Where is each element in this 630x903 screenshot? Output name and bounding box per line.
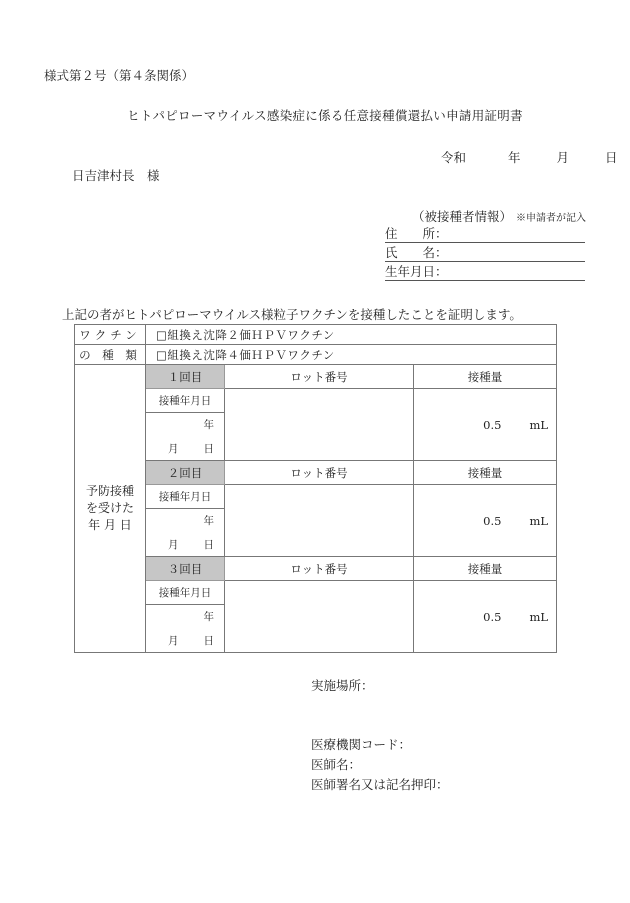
name-field[interactable] (385, 245, 585, 262)
dose-2-amount-value: 0.5 (483, 513, 502, 528)
recipient-info-heading (412, 207, 586, 225)
certification-statement: 上記の者がヒトパピローマウイルス様粒子ワクチンを接種したことを証明します。 (62, 307, 522, 322)
date-day: 日 (604, 150, 618, 165)
issue-date (441, 148, 617, 166)
dose-1-date-field[interactable] (146, 413, 225, 461)
dose-3-lot-field[interactable] (225, 581, 414, 653)
dose-2-date-label-row (75, 485, 557, 509)
side-label-line-2: を受けた (85, 501, 134, 515)
dose-2-date-field[interactable] (146, 509, 225, 557)
vaccination-table (74, 324, 557, 653)
vaccination-date-side-label (75, 365, 146, 653)
dose-2-month: 月 (168, 539, 179, 551)
dose-3-amount-header: 接種量 (414, 557, 557, 581)
dose-1-day: 日 (203, 443, 214, 455)
dose-1-amount (414, 389, 557, 461)
birthdate-label: 生年月日： (385, 264, 448, 279)
recipient-info-note: ※申請者が記入 (516, 213, 587, 224)
dose-2-header-row (75, 461, 557, 485)
institution-code-label: 医療機関コード： (311, 737, 412, 752)
recipient-info-title: （被接種者情報） (412, 209, 513, 224)
address-field[interactable] (385, 226, 585, 243)
vaccine-type-row-2 (75, 345, 557, 365)
dose-3-year: 年 (203, 611, 214, 623)
dose-2-amount-unit: mL (529, 513, 548, 528)
dose-1-year: 年 (203, 419, 214, 431)
dose-2-lot-header: ロット番号 (225, 461, 414, 485)
dose-1-amount-value: 0.5 (483, 417, 502, 432)
vaccine-option-bivalent[interactable]: □組換え沈降２価ＨＰＶワクチン (146, 325, 557, 345)
dose-3-amount-unit: mL (529, 609, 548, 624)
dose-3-date-label-row (75, 581, 557, 605)
dose-1-lot-field[interactable] (225, 389, 414, 461)
dose-3-day: 日 (203, 635, 214, 647)
addressee: 日吉津村長 様 (72, 168, 160, 183)
dose-1-amount-unit: mL (529, 417, 548, 432)
dose-3-lot-header: ロット番号 (225, 557, 414, 581)
date-era: 令和 (441, 150, 467, 165)
vaccine-type-row-1 (75, 325, 557, 345)
dose-2-label: ２回目 (146, 461, 225, 485)
dose-2-lot-field[interactable] (225, 485, 414, 557)
dose-1-date-label: 接種年月日 (146, 389, 225, 413)
document-title: ヒトパピローマウイルス感染症に係る任意接種償還払い申請用証明書 (127, 108, 523, 123)
dose-3-month: 月 (168, 635, 179, 647)
dose-3-label: ３回目 (146, 557, 225, 581)
dose-2-date-label: 接種年月日 (146, 485, 225, 509)
dose-1-lot-header: ロット番号 (225, 365, 414, 389)
doctor-signature-label: 医師署名又は記名押印： (311, 777, 449, 792)
dose-3-amount (414, 581, 557, 653)
vaccine-type-label: ワクチン (75, 325, 146, 345)
birthdate-field[interactable] (385, 264, 585, 281)
date-month: 月 (556, 150, 569, 165)
dose-1-amount-header: 接種量 (414, 365, 557, 389)
side-label-line-1: 予防接種 (85, 484, 134, 498)
dose-2-amount-header: 接種量 (414, 461, 557, 485)
dose-2-year: 年 (203, 515, 214, 527)
vaccine-type-label-2: の 種 類 (75, 345, 146, 365)
dose-1-month: 月 (168, 443, 179, 455)
dose-2-amount (414, 485, 557, 557)
dose-3-header-row (75, 557, 557, 581)
dose-3-amount-value: 0.5 (483, 609, 502, 624)
dose-1-date-label-row (75, 389, 557, 413)
vaccine-option-quadrivalent[interactable]: □組換え沈降４価ＨＰＶワクチン (146, 345, 557, 365)
dose-1-label: １回目 (146, 365, 225, 389)
dose-3-date-label: 接種年月日 (146, 581, 225, 605)
vaccination-place-label: 実施場所： (311, 678, 374, 693)
doctor-name-label: 医師名： (311, 757, 362, 772)
name-label: 氏 名： (385, 245, 448, 260)
dose-1-header-row (75, 365, 557, 389)
dose-3-date-field[interactable] (146, 605, 225, 653)
form-number: 様式第２号（第４条関係） (44, 68, 195, 83)
date-year: 年 (507, 150, 521, 165)
side-label-line-3: 年 月 日 (88, 518, 132, 532)
address-label: 住 所： (385, 226, 448, 241)
dose-2-day: 日 (203, 539, 214, 551)
